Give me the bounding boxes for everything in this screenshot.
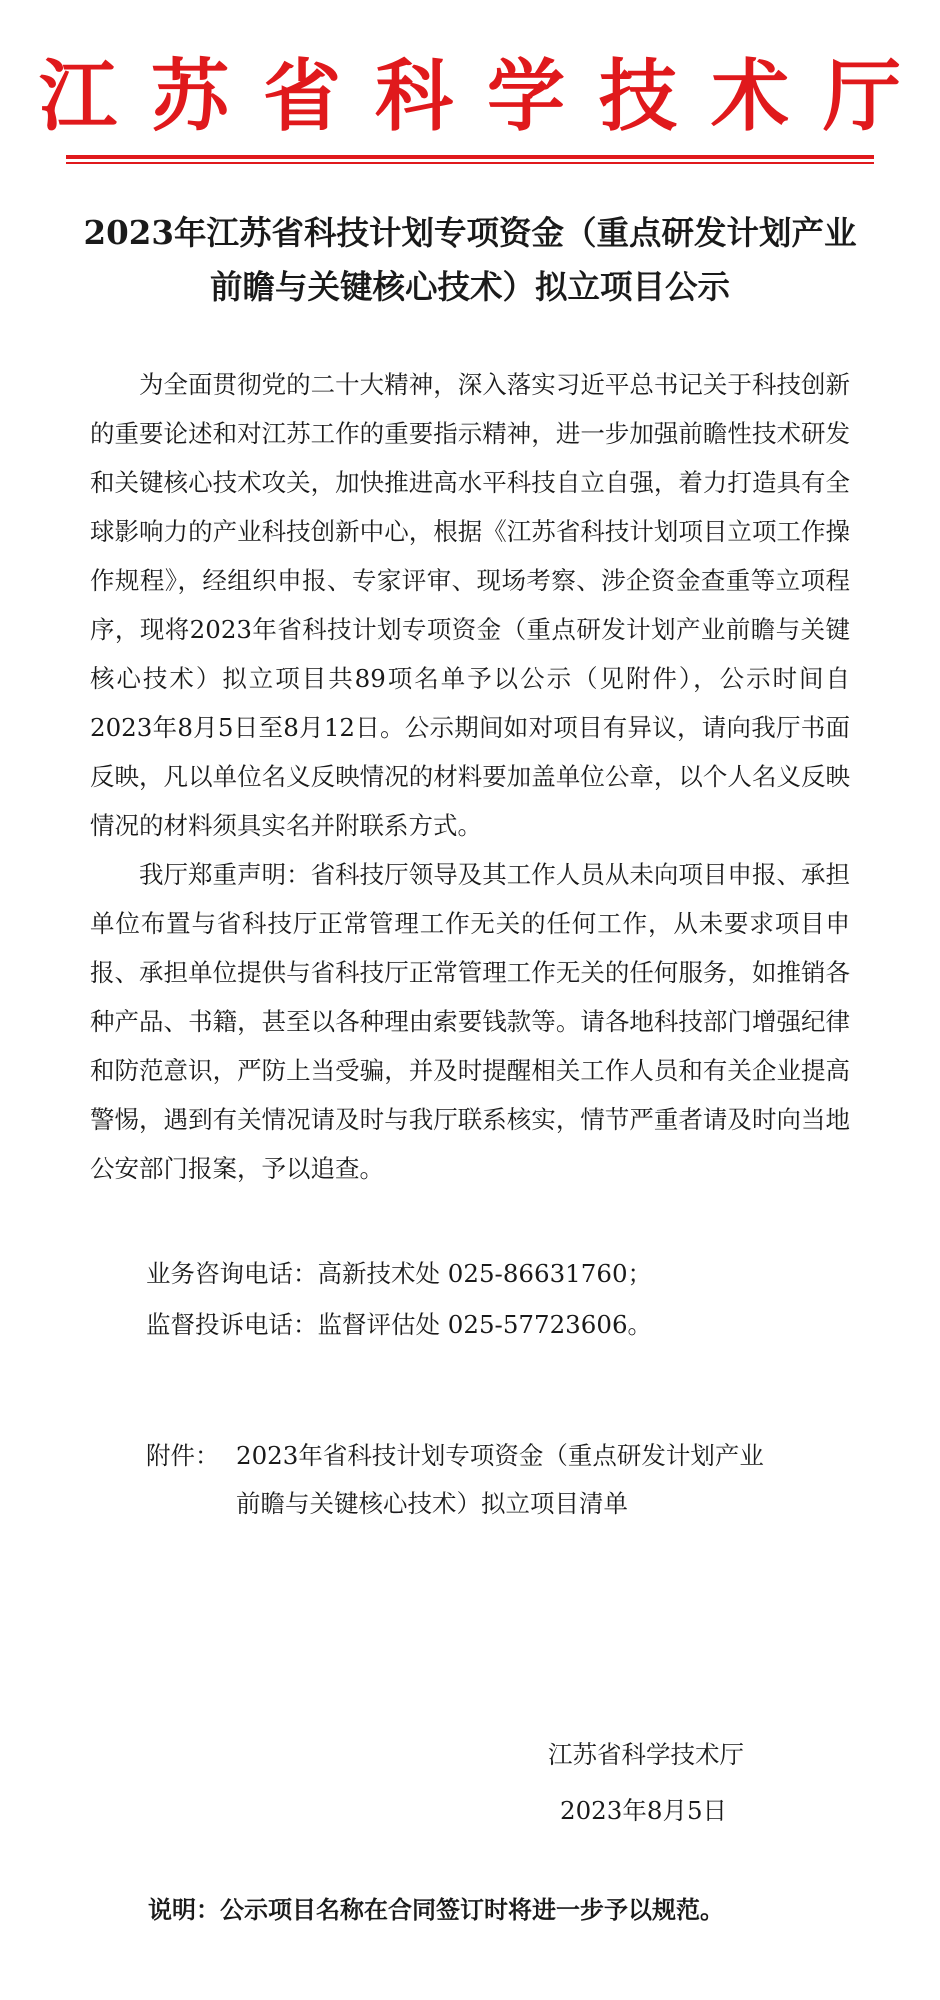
attachment-label: 附件：	[146, 1441, 220, 1470]
attachment-title-line-1: 2023年省科技计划专项资金（重点研发计划产业	[236, 1441, 764, 1470]
explanatory-note: 说明：公示项目名称在合同签订时将进一步予以规范。	[148, 1896, 724, 1924]
signature-issuer: 江苏省科学技术厅	[548, 1740, 744, 1769]
document-title: 2023年江苏省科技计划专项资金（重点研发计划产业前瞻与关键核心技术）拟立项目公示	[83, 213, 857, 306]
notice-body	[90, 360, 850, 1193]
attachment-title	[236, 1432, 796, 1528]
body-paragraph-announcement: 为全面贯彻党的二十大精神，深入落实习近平总书记关于科技创新的重要论述和对江苏工作的重要指示精神，进一步加强前瞻性技术研发和关键核心技术攻关，加快推进高水平科技自立自强，着力打造具有全球影响力的产业科技创新中心，根据《江苏省科技计划项目立项工作操作规程》，经组织申报、专家评审、现场考察、涉企资金查重等立项程序，现将2023年省科技计划专项资金（重点研发计划产业前瞻与关键核心技术）拟立项目共89项名单予以公示（见附件），公示时间自2023年8月5日至8月12日。公示期间如对项目有异议，请向我厅书面反映，凡以单位名义反映情况的材料要加盖单位公章，以个人名义反映情况的材料须具实名并附联系方式。	[90, 370, 850, 840]
consultation-phone: 业务咨询电话：高新技术处 025-86631760；	[146, 1259, 653, 1288]
attachment-title-line-2: 前瞻与关键核心技术）拟立项目清单	[236, 1489, 628, 1518]
signature-date: 2023年8月5日	[560, 1796, 728, 1825]
red-header-rule-thin	[66, 162, 874, 164]
issuer-masthead: 江苏省科学技术厅	[38, 52, 935, 142]
red-header-rule-thick	[66, 155, 874, 159]
complaint-phone: 监督投诉电话：监督评估处 025-57723606。	[146, 1310, 653, 1339]
body-paragraph-declaration: 我厅郑重声明：省科技厅领导及其工作人员从未向项目申报、承担单位布置与省科技厅正常管理工作无关的任何工作，从未要求项目申报、承担单位提供与省科技厅正常管理工作无关的任何服务，如推销各种产品、书籍，甚至以各种理由索要钱款等。请各地科技部门增强纪律和防范意识，严防上当受骗，并及时提醒相关工作人员和有关企业提高警惕，遇到有关情况请及时与我厅联系核实，情节严重者请及时向当地公安部门报案，予以追查。	[90, 860, 850, 1183]
